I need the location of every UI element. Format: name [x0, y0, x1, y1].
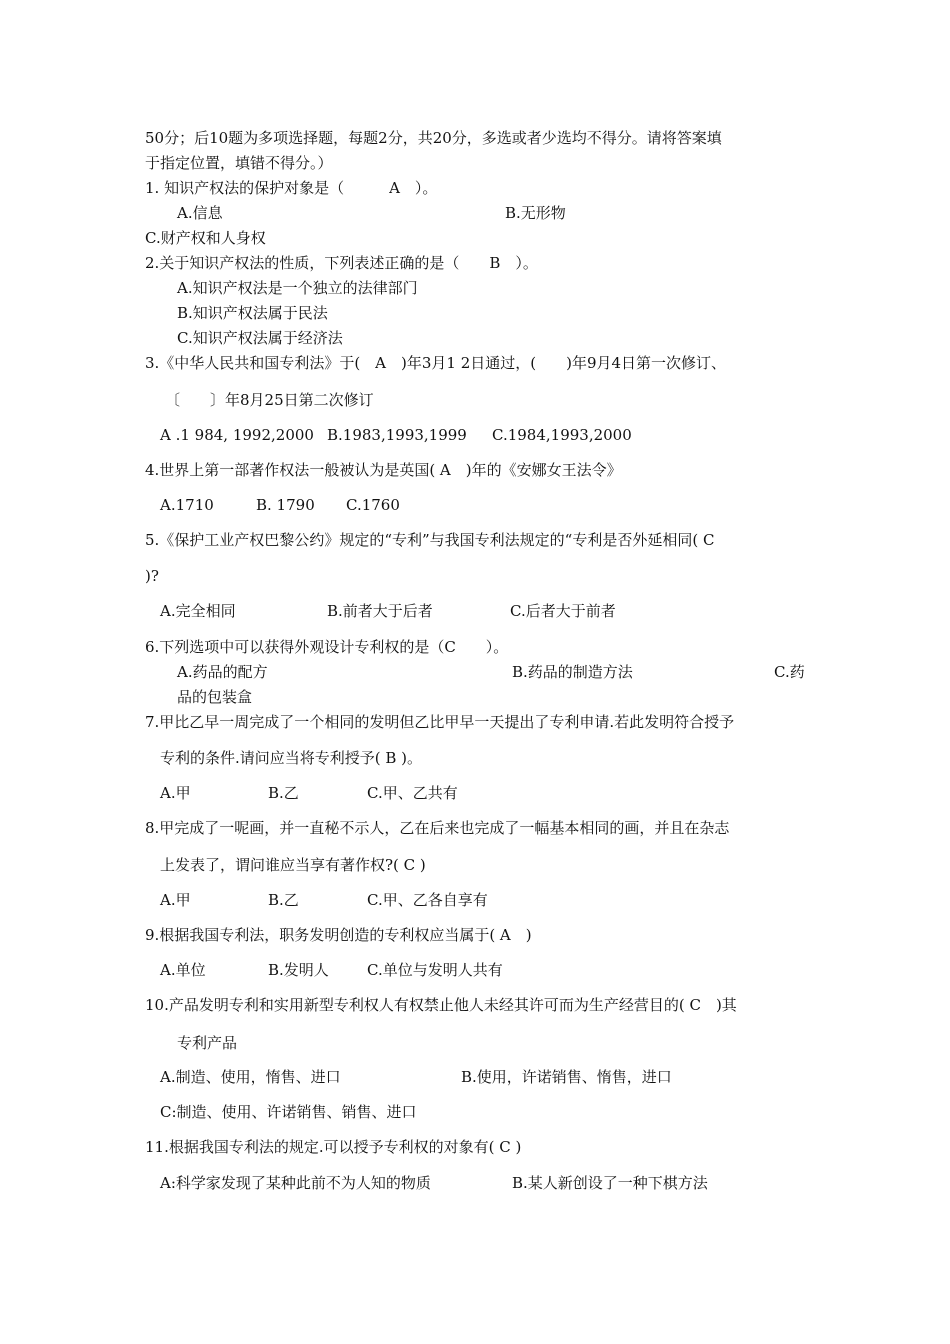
option-c: C.1984,1993,2000 [492, 426, 632, 444]
option-c: C.财产权和人身权 [145, 229, 266, 247]
option-a: A .1 984, 1992,2000 [160, 426, 314, 444]
option-c-continued: 品的包装盒 [177, 688, 253, 706]
question-stem-continued: 〔 〕年8月25日第二次修订 [165, 391, 374, 409]
option-a: A.制造、使用，惰售、进口 [160, 1068, 341, 1086]
question-stem-continued: 专利产品 [177, 1034, 238, 1052]
question-stem: 2.关于知识产权法的性质，下列表述正确的是（ B ）。 [145, 254, 538, 272]
question-stem: 3.《中华人民共和国专利法》于( A )年3月1 2日通过，( )年9月4日第一次修订、 [145, 354, 727, 372]
question-stem: 6.下列选项中可以获得外观设计专利权的是（C ）。 [145, 638, 509, 656]
option-b: B.发明人 [268, 961, 329, 979]
option-b: B.1983,1993,1999 [327, 426, 467, 444]
option-a: A.药品的配方 [177, 663, 268, 681]
question-stem: 5.《保护工业产权巴黎公约》规定的“专利”与我国专利法规定的“专利是否外延相同( C [145, 531, 715, 549]
option-a: A.完全相同 [160, 602, 236, 620]
option-b: B.乙 [268, 784, 299, 802]
option-c: C.1760 [346, 496, 400, 514]
instruction-line: 50分；后10题为多项选择题，每题2分，共20分，多选或者少选均不得分。请将答案填 [145, 129, 722, 147]
question-stem: 10.产品发明专利和实用新型专利权人有权禁止他人未经其许可而为生产经营目的( C )其 [145, 996, 737, 1014]
option-b: B.乙 [268, 891, 299, 909]
option-a: A.甲 [160, 891, 191, 909]
instruction-line: 于指定位置，填错不得分。） [145, 154, 333, 172]
option-c: C.药 [774, 663, 805, 681]
option-c: C.甲、乙共有 [367, 784, 458, 802]
option-b: B.知识产权法属于民法 [177, 304, 328, 322]
question-stem: 7.甲比乙早一周完成了一个相同的发明但乙比甲早一天提出了专利申请.若此发明符合授予 [145, 713, 735, 731]
question-stem: 4.世界上第一部著作权法一般被认为是英国( A )年的《安娜女王法令》 [145, 461, 622, 479]
option-b: B.使用，许诺销售、惰售，进口 [461, 1068, 672, 1086]
question-stem-continued: )? [145, 567, 159, 585]
option-a: A.甲 [160, 784, 191, 802]
option-a: A:科学家发现了某种此前不为人知的物质 [160, 1174, 431, 1192]
question-stem: 8.甲完成了一呢画，并一直秘不示人，乙在后来也完成了一幅基本相同的画，并且在杂志 [145, 819, 730, 837]
option-c: C.单位与发明人共有 [367, 961, 503, 979]
option-a: A.信息 [177, 204, 223, 222]
option-a: A.知识产权法是一个独立的法律部门 [177, 279, 418, 297]
option-a: A.1710 [160, 496, 214, 514]
option-c: C:制造、使用、许诺销售、销售、进口 [160, 1103, 417, 1121]
question-stem: 1. 知识产权法的保护对象是（ A ）。 [145, 179, 438, 197]
option-b: B.某人新创设了一种下棋方法 [512, 1174, 708, 1192]
option-a: A.单位 [160, 961, 206, 979]
option-b: B.前者大于后者 [327, 602, 433, 620]
question-stem-continued: 上发表了，谓问谁应当享有著作权?( C ) [160, 856, 426, 874]
option-c: C.甲、乙各自享有 [367, 891, 488, 909]
question-stem-continued: 专利的条件.请问应当将专利授予( B )。 [160, 749, 423, 767]
option-b: B.药品的制造方法 [512, 663, 633, 681]
option-c: C.知识产权法属于经济法 [177, 329, 343, 347]
option-b: B. 1790 [256, 496, 315, 514]
option-b: B.无形物 [505, 204, 566, 222]
option-c: C.后者大于前者 [510, 602, 616, 620]
question-stem: 11.根据我国专利法的规定.可以授予专利权的对象有( C ) [145, 1138, 522, 1156]
question-stem: 9.根据我国专利法，职务发明创造的专利权应当属于( A ) [145, 926, 532, 944]
